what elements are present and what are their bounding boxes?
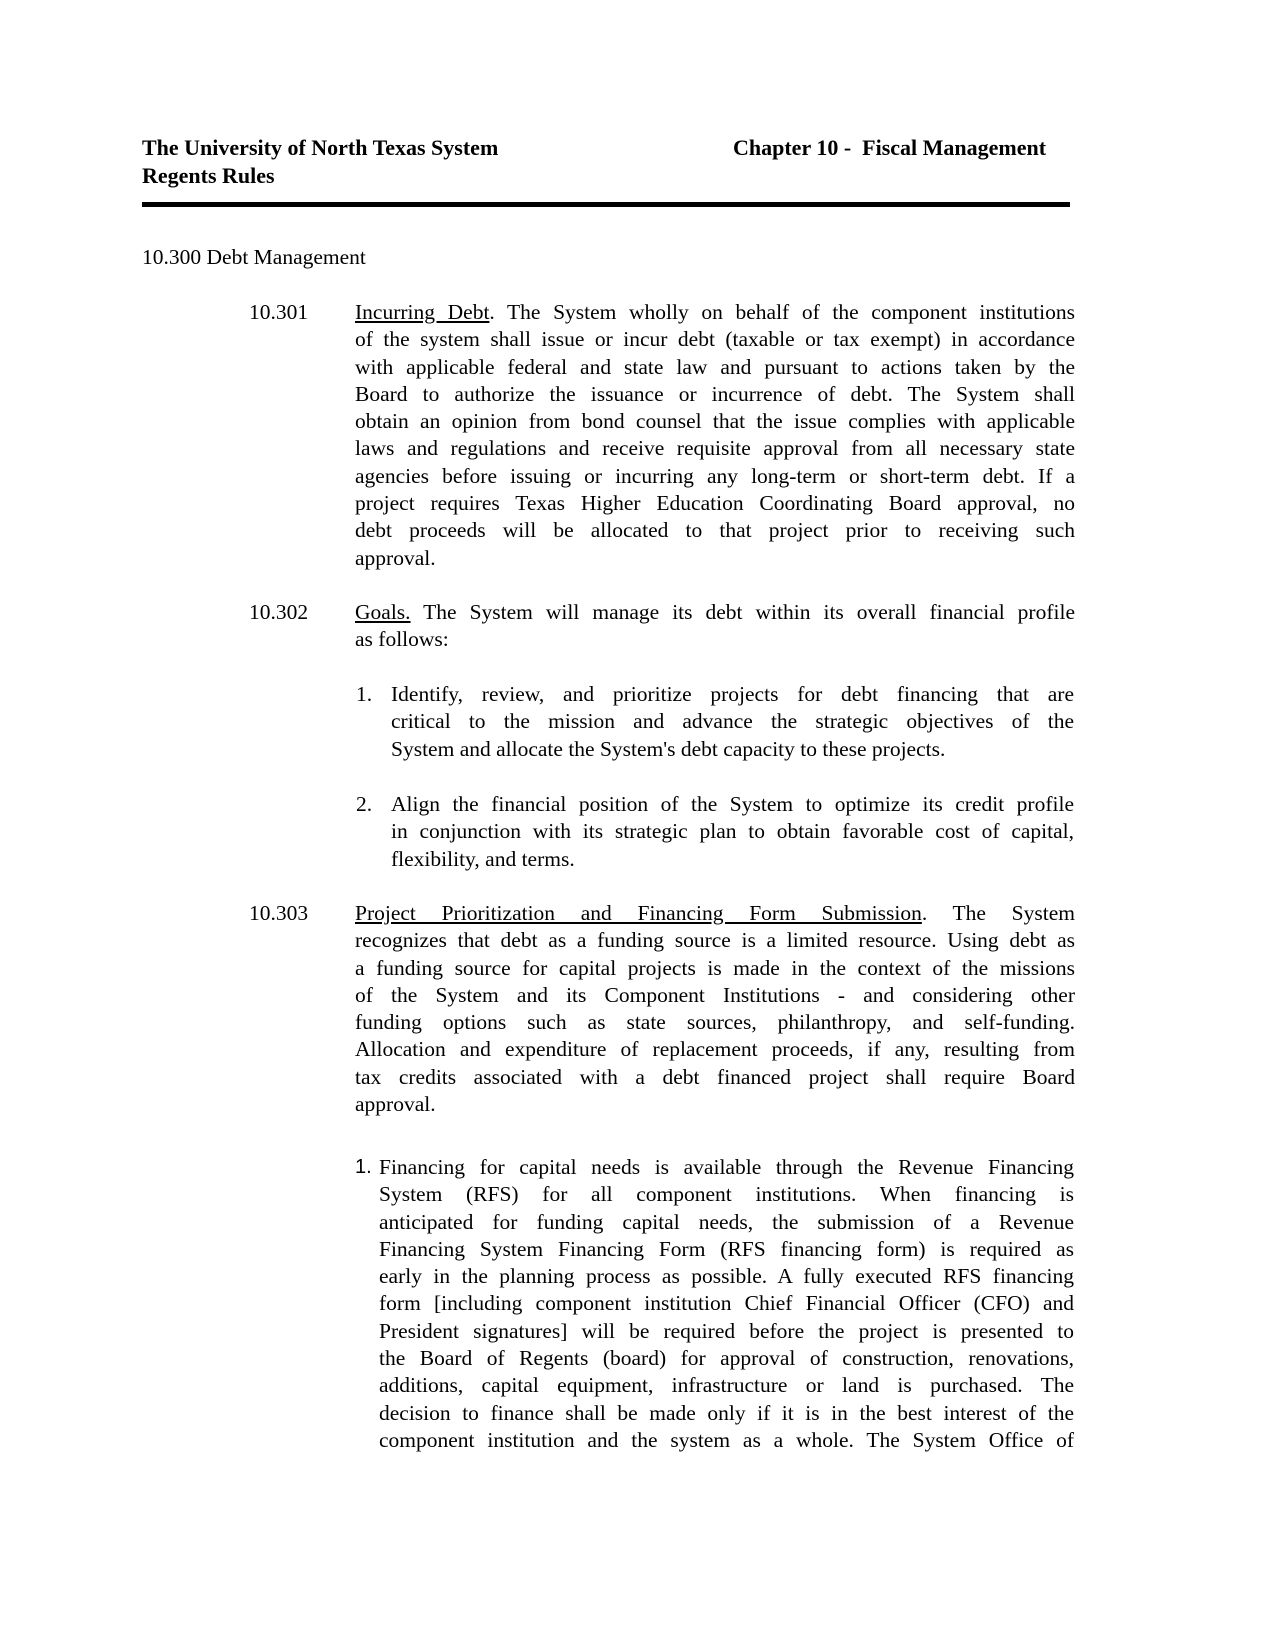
text-line: Financing System Financing Form (RFS financing form) is required as (379, 1236, 1074, 1261)
text-line: Allocation and expenditure of replacement proceeds, if any, resulting from (355, 1037, 1075, 1062)
text-line: project requires Texas Higher Education Coordinating Board approval, no (355, 491, 1075, 516)
text-line: additions, capital equipment, infrastructure or land is purchased. The (379, 1373, 1074, 1398)
text-line: Align the financial position of the System to optimize its credit profile (391, 792, 1074, 816)
paragraph (355, 299, 1075, 572)
list-item (379, 1154, 1074, 1454)
text-line: early in the planning process as possible. A fully executed RFS financing (379, 1264, 1074, 1289)
paragraph-heading: Goals. (355, 600, 411, 624)
paragraph-text: . The System wholly on behalf of the component institutions (489, 300, 1075, 324)
paragraph-number: 10.303 (249, 901, 309, 925)
text-line: recognizes that debt as a funding source is a limited resource. Using debt as (355, 928, 1075, 953)
section-title: 10.300 Debt Management (142, 245, 366, 269)
text-line: Financing for capital needs is available through the Revenue Financing (379, 1155, 1074, 1179)
text-line: approval. (355, 1092, 436, 1117)
text-line: agencies before issuing or incurring any long-term or short-term debt. If a (355, 463, 1075, 488)
text-line: a funding source for capital projects is made in the context of the missions (355, 955, 1075, 980)
text-line: laws and regulations and receive requisite approval from all necessary state (355, 436, 1075, 461)
paragraph-number: 10.301 (249, 300, 309, 324)
text-line: Identify, review, and prioritize projects for debt financing that are (391, 682, 1074, 706)
header-system-name: The University of North Texas System (142, 135, 499, 160)
text-line: debt proceeds will be allocated to that project prior to receiving such (355, 518, 1075, 543)
text-line (355, 900, 1075, 927)
list-marker: 1. (355, 1156, 372, 1178)
text-line: System (RFS) for all component institutions. When financing is (379, 1182, 1074, 1207)
text-line: form [including component institution Chief Financial Officer (CFO) and (379, 1291, 1074, 1316)
text-line: in conjunction with its strategic plan to obtain favorable cost of capital, (391, 819, 1074, 844)
text-line (355, 599, 1075, 626)
text-line: decision to finance shall be made only if it is in the best interest of the (379, 1400, 1074, 1425)
text-line (355, 299, 1075, 326)
text-line: critical to the mission and advance the strategic objectives of the (391, 709, 1074, 734)
paragraph-number: 10.302 (249, 600, 309, 624)
text-line: the Board of Regents (board) for approval of construction, renovations, (379, 1346, 1074, 1371)
header-chapter: Chapter 10 - Fiscal Management (733, 135, 1047, 160)
text-line: funding options such as state sources, philanthropy, and self-funding. (355, 1010, 1075, 1035)
text-line: approval. (355, 545, 436, 570)
list-item (391, 681, 1074, 763)
text-line: System and allocate the System's debt capacity to these projects. (391, 736, 946, 761)
text-line: Board to authorize the issuance or incurrence of debt. The System shall (355, 381, 1075, 406)
paragraph (355, 900, 1075, 1118)
text-line: anticipated for funding capital needs, the submission of a Revenue (379, 1209, 1074, 1234)
paragraph-heading: Incurring Debt (355, 300, 490, 324)
paragraph-text: . The System (921, 901, 1075, 925)
paragraph-heading: Project Prioritization and Financing Form Submission (355, 901, 922, 925)
text-line: with applicable federal and state law and pursuant to actions taken by the (355, 354, 1075, 379)
text-line: component institution and the system as a whole. The System Office of (379, 1427, 1074, 1452)
text-line: obtain an opinion from bond counsel that the issue complies with applicable (355, 409, 1075, 434)
paragraph-text: The System will manage its debt within its overall financial profile (410, 600, 1075, 624)
text-line: flexibility, and terms. (391, 846, 575, 871)
text-line: as follows: (355, 627, 449, 652)
text-line: of the system shall issue or incur debt (taxable or tax exempt) in accordance (355, 327, 1075, 352)
header-regents-rules: Regents Rules (142, 163, 275, 188)
text-line: of the System and its Component Institutions - and considering other (355, 982, 1075, 1007)
list-marker: 1. (356, 682, 373, 706)
list-item (391, 791, 1074, 873)
header-rule (142, 202, 1070, 207)
text-line: President signatures] will be required before the project is presented to (379, 1318, 1074, 1343)
paragraph (355, 599, 1075, 654)
list-marker: 2. (356, 792, 373, 816)
text-line: tax credits associated with a debt financed project shall require Board (355, 1064, 1075, 1089)
